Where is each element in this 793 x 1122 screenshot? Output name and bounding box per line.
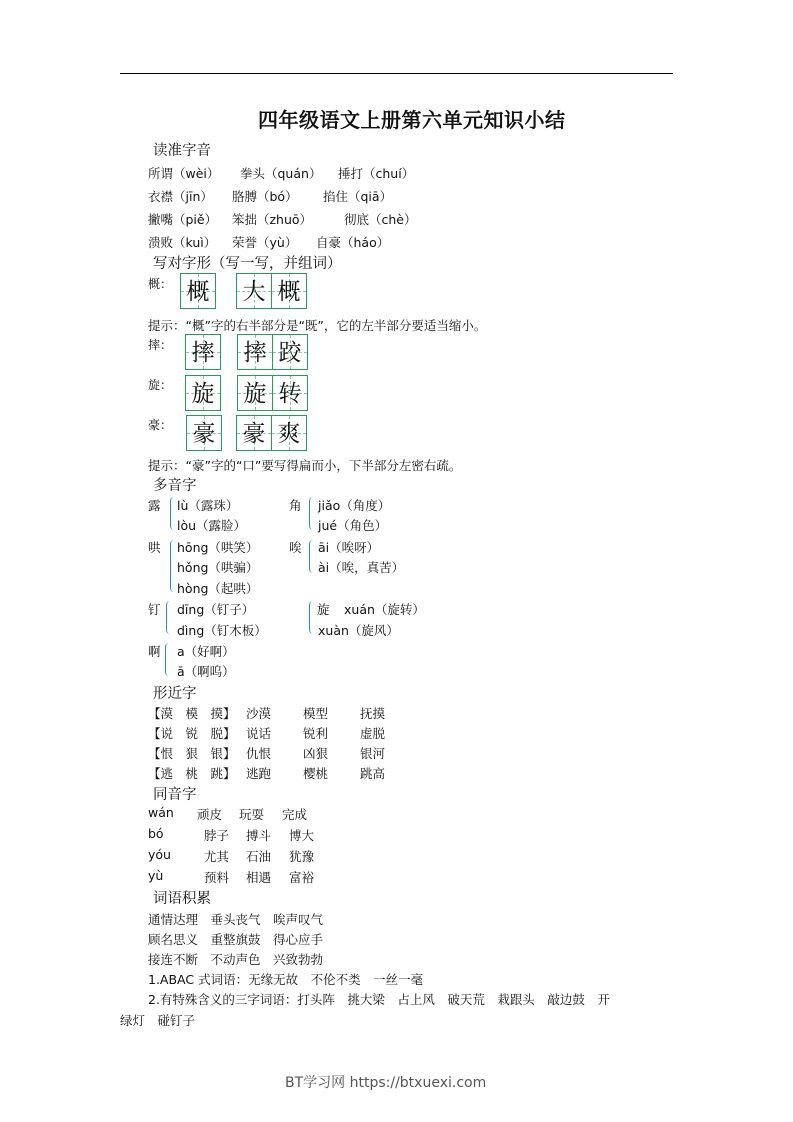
brace-icon <box>309 601 314 634</box>
footer-watermark: BT学习网 https://btxuexi.com <box>285 1075 487 1091</box>
polyphone-reading: xuàn（旋风） <box>318 623 399 638</box>
homophone-pinyin: bó <box>148 826 164 841</box>
writing-tip: 提示：“豪”字的“口”要写得扁而小，下半部分左密右疏。 <box>148 458 462 473</box>
tianzige-box: 概 <box>180 273 216 309</box>
similar-group: 【漠 模 摸】 <box>148 706 236 721</box>
similar-group: 【恨 狠 银】 <box>148 746 236 761</box>
homophone-pinyin: wán <box>148 805 174 820</box>
pronunciation-item: 所谓（wèi） <box>148 166 220 181</box>
similar-word: 模型 <box>303 706 329 721</box>
section-heading-pronunciation: 读准字音 <box>153 143 211 159</box>
tianzige-box: 旋 <box>185 375 221 411</box>
homophone-word: 犹豫 <box>289 849 315 864</box>
polyphone-reading: hòng（起哄） <box>177 581 259 596</box>
writing-label: 摔： <box>148 338 173 352</box>
vocabulary-row: 顾名思义 重整旗鼓 得心应手 <box>148 932 324 947</box>
homophone-word: 脖子 <box>204 828 230 843</box>
polyphone-char: 角 <box>289 498 302 513</box>
tianzige-box: 摔 <box>185 334 221 370</box>
section-heading-homophones: 同音字 <box>153 787 197 803</box>
polyphone-reading: dīng（钉子） <box>177 602 255 617</box>
vocabulary-abac: 1.ABAC 式词语：无缘无故 不伦不类 一丝一毫 <box>148 972 424 987</box>
polyphone-reading: jué（角色） <box>318 518 388 533</box>
homophone-word: 石油 <box>246 849 272 864</box>
polyphone-reading: jiǎo（角度） <box>318 498 391 513</box>
tianzige-box: 豪 <box>186 415 222 451</box>
polyphone-reading: lù（露珠） <box>177 498 239 513</box>
polyphone-reading: hōng（哄笑） <box>177 540 259 555</box>
similar-word: 樱桃 <box>303 766 329 781</box>
section-heading-writing: 写对字形（写一写，并组词） <box>153 256 342 272</box>
tianzige-box: 旋 <box>237 375 273 411</box>
tianzige-box: 豪 <box>236 415 272 451</box>
polyphone-char: 钉 <box>148 602 161 617</box>
vocabulary-three-char: 2.有特殊含义的三字词语：打头阵 挑大梁 占上风 破天荒 栽跟头 敲边鼓 开 <box>148 992 610 1007</box>
section-heading-similar: 形近字 <box>153 686 197 702</box>
header-rule <box>120 73 673 74</box>
vocabulary-three-char-cont: 绿灯 碰钉子 <box>120 1013 196 1028</box>
brace-icon <box>165 643 170 676</box>
homophone-word: 博大 <box>289 828 315 843</box>
pronunciation-item: 撇嘴（piě） <box>148 212 218 227</box>
pronunciation-item: 掐住（qiā） <box>323 189 393 204</box>
brace-icon <box>170 497 175 530</box>
pronunciation-item: 自豪（háo） <box>316 235 390 250</box>
homophone-pinyin: yù <box>148 868 164 883</box>
similar-word: 仇恨 <box>246 746 272 761</box>
homophone-word: 搏斗 <box>246 828 272 843</box>
pronunciation-item: 荣誉（yù） <box>232 235 298 250</box>
brace-icon <box>166 601 171 634</box>
tianzige-box: 大 <box>236 273 272 309</box>
brace-icon <box>309 540 314 573</box>
homophone-word: 富裕 <box>289 870 315 885</box>
writing-tip: 提示：“概”字的右半部分是“既”，它的左半部分要适当缩小。 <box>148 318 487 333</box>
tianzige-box: 摔 <box>237 334 273 370</box>
tianzige-box: 概 <box>271 273 307 309</box>
similar-group: 【逃 桃 跳】 <box>148 766 236 781</box>
pronunciation-item: 衣襟（jīn） <box>148 189 213 204</box>
tianzige-box: 爽 <box>271 415 307 451</box>
polyphone-reading: āi（唉呀） <box>318 540 380 555</box>
homophone-word: 预料 <box>204 870 230 885</box>
homophone-word: 完成 <box>282 807 308 822</box>
homophone-word: 顽皮 <box>197 807 223 822</box>
polyphone-char: 唉 <box>289 540 302 555</box>
tianzige-box: 转 <box>272 375 308 411</box>
similar-word: 抚摸 <box>360 706 386 721</box>
similar-word: 沙漠 <box>246 706 272 721</box>
homophone-pinyin: yóu <box>148 847 171 862</box>
polyphone-char: 旋 <box>317 602 330 617</box>
pronunciation-item: 捶打（chuí） <box>338 166 415 181</box>
tianzige-box: 跤 <box>272 334 308 370</box>
polyphone-reading: xuán（旋转） <box>344 602 425 617</box>
pronunciation-item: 彻底（chè） <box>344 212 417 227</box>
homophone-word: 尤其 <box>204 849 230 864</box>
pronunciation-item: 笨拙（zhuō） <box>232 212 313 227</box>
writing-label: 豪： <box>148 418 173 432</box>
polyphone-reading: dìng（钉木板） <box>177 623 267 638</box>
writing-label: 旋： <box>148 378 173 392</box>
page-title: 四年级语文上册第六单元知识小结 <box>258 108 566 132</box>
polyphone-reading: hǒng（哄骗） <box>177 560 259 575</box>
similar-word: 说话 <box>246 726 272 741</box>
pronunciation-item: 溃败（kuì） <box>148 235 217 250</box>
polyphone-char: 露 <box>148 498 161 513</box>
section-heading-polyphones: 多音字 <box>153 478 197 494</box>
homophone-word: 相遇 <box>246 870 272 885</box>
similar-word: 银河 <box>360 746 386 761</box>
vocabulary-row: 接连不断 不动声色 兴致勃勃 <box>148 952 324 967</box>
pronunciation-item: 拳头（quán） <box>240 166 322 181</box>
similar-word: 跳高 <box>360 766 386 781</box>
homophone-word: 玩耍 <box>239 807 265 822</box>
section-heading-vocabulary: 词语积累 <box>153 891 211 907</box>
pronunciation-item: 胳膊（bó） <box>232 189 298 204</box>
similar-word: 虚脱 <box>360 726 386 741</box>
polyphone-char: 啊 <box>148 644 161 659</box>
brace-icon <box>309 497 314 530</box>
polyphone-char: 哄 <box>148 540 161 555</box>
polyphone-reading: ā（啊呜） <box>177 664 235 679</box>
similar-word: 凶狠 <box>303 746 329 761</box>
polyphone-reading: lòu（露脸） <box>177 518 247 533</box>
similar-group: 【说 锐 脱】 <box>148 726 236 741</box>
writing-label: 概： <box>148 277 173 291</box>
similar-word: 锐利 <box>303 726 329 741</box>
polyphone-reading: a（好啊） <box>177 644 235 659</box>
similar-word: 逃跑 <box>246 766 272 781</box>
brace-icon <box>170 540 175 592</box>
vocabulary-row: 通情达理 垂头丧气 唉声叹气 <box>148 912 324 927</box>
polyphone-reading: ài（唉，真苦） <box>318 560 405 575</box>
